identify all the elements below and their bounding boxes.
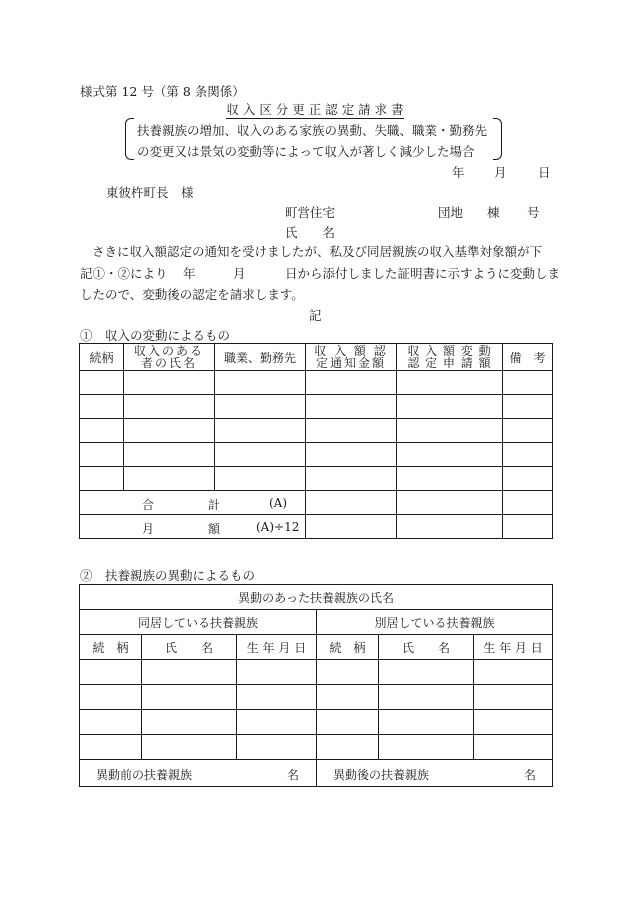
cell-relation[interactable]	[80, 395, 124, 419]
cell-dob-cohab[interactable]	[237, 735, 317, 760]
date-year: 年	[452, 165, 465, 180]
summary-row	[80, 760, 553, 787]
header-remarks: 備 考	[503, 344, 553, 371]
header-earner-line1: 収入のある	[133, 344, 204, 358]
cell-name-separate[interactable]	[379, 660, 474, 685]
total-label-cell	[80, 491, 306, 515]
cell-notified-amount[interactable]	[306, 371, 397, 395]
header-separate: 別居している扶養親族	[317, 610, 553, 635]
bracket-left	[125, 118, 134, 160]
header-notified-amount	[306, 344, 397, 371]
ki-label: 記	[309, 308, 322, 323]
cell-remarks[interactable]	[503, 419, 553, 443]
cell-name-cohab[interactable]	[142, 735, 237, 760]
after-count-cell	[317, 760, 553, 787]
cell-remarks[interactable]	[503, 467, 553, 491]
cell-notified-amount[interactable]	[306, 395, 397, 419]
cell-dob-separate[interactable]	[474, 710, 553, 735]
header-notified-line1: 収 入 額 認	[314, 344, 388, 358]
after-label: 異動後の扶養親族	[333, 768, 430, 782]
cell-requested-amount[interactable]	[397, 467, 503, 491]
title-text: 収 入 区 分 更 正 認 定 請 求 書	[226, 102, 404, 117]
body-line-2b: 日から添付しました証明書に示すように変動しま	[285, 266, 561, 281]
total-label-b: 計	[208, 498, 221, 512]
table-row	[80, 467, 553, 491]
income-change-table	[79, 343, 553, 539]
header-dob-cohab: 生 年 月 日	[237, 635, 317, 660]
cell-relation-separate[interactable]	[317, 735, 379, 760]
reason-line-1: 扶養親族の増加、収入のある家族の異動、失職、職業・勤務先	[137, 123, 488, 138]
table-header-col-row	[80, 635, 553, 660]
cell-occupation[interactable]	[215, 395, 306, 419]
addressee: 東彼杵町長 様	[106, 185, 194, 200]
table-row	[80, 710, 553, 735]
cell-name-separate[interactable]	[379, 685, 474, 710]
cell-monthly-remarks[interactable]	[503, 515, 553, 539]
table-row	[80, 660, 553, 685]
table-header-main-row	[80, 585, 553, 610]
header-requested-line2: 認 定 申 請 額	[407, 356, 492, 370]
monthly-label-a: 月	[142, 522, 155, 536]
monthly-label-b: 額	[208, 522, 221, 536]
cell-relation[interactable]	[80, 467, 124, 491]
cell-notified-amount[interactable]	[306, 467, 397, 491]
header-earner	[124, 344, 215, 371]
cell-relation-cohab[interactable]	[80, 710, 142, 735]
cell-name-cohab[interactable]	[142, 660, 237, 685]
header-cohabiting: 同居している扶養親族	[80, 610, 317, 635]
header-relation-separate: 続 柄	[317, 635, 379, 660]
cell-relation-separate[interactable]	[317, 685, 379, 710]
cell-relation[interactable]	[80, 371, 124, 395]
cell-occupation[interactable]	[215, 371, 306, 395]
cell-occupation[interactable]	[215, 419, 306, 443]
table-row	[80, 371, 553, 395]
total-label-a: 合	[142, 498, 155, 512]
header-dob-separate: 生 年 月 日	[474, 635, 553, 660]
cell-relation-cohab[interactable]	[80, 685, 142, 710]
cell-earner-name[interactable]	[124, 371, 215, 395]
header-requested-line1: 収 入 額 変 動	[407, 344, 492, 358]
cell-remarks[interactable]	[503, 371, 553, 395]
danchi-label: 団地	[438, 205, 464, 220]
cell-dob-separate[interactable]	[474, 660, 553, 685]
monthly-label-cell	[80, 515, 306, 539]
housing-label: 町営住宅	[285, 205, 336, 220]
cell-requested-amount[interactable]	[397, 395, 503, 419]
section1-title: ① 収入の変動によるもの	[80, 328, 231, 343]
section2-title: ② 扶養親族の異動によるもの	[80, 568, 256, 583]
reason-line-2: の変更又は景気の変動等によって収入が著しく減少した場合	[137, 144, 475, 159]
cell-remarks[interactable]	[503, 395, 553, 419]
body-line-3: したので、変動後の認定を請求します。	[80, 287, 304, 302]
cell-name-separate[interactable]	[379, 735, 474, 760]
cell-name-cohab[interactable]	[142, 710, 237, 735]
table-row	[80, 419, 553, 443]
monthly-mark: (A)÷12	[256, 520, 300, 534]
cell-name-separate[interactable]	[379, 710, 474, 735]
table-header-row	[80, 344, 553, 371]
cell-relation-cohab[interactable]	[80, 660, 142, 685]
cell-total-notified[interactable]	[306, 491, 397, 515]
cell-dob-cohab[interactable]	[237, 660, 317, 685]
cell-requested-amount[interactable]	[397, 443, 503, 467]
cell-earner-name[interactable]	[124, 419, 215, 443]
total-row	[80, 491, 553, 515]
date-day: 日	[538, 165, 551, 180]
header-relation: 続柄	[80, 344, 124, 371]
table-row	[80, 443, 553, 467]
body-line-2-month: 月	[233, 266, 246, 281]
cell-earner-name[interactable]	[124, 395, 215, 419]
cell-relation[interactable]	[80, 419, 124, 443]
header-name-separate: 氏 名	[379, 635, 474, 660]
monthly-row	[80, 515, 553, 539]
form-number: 様式第 12 号（第 8 条関係）	[80, 84, 245, 99]
cell-total-remarks[interactable]	[503, 491, 553, 515]
cell-requested-amount[interactable]	[397, 419, 503, 443]
cell-relation-separate[interactable]	[317, 660, 379, 685]
cell-requested-amount[interactable]	[397, 371, 503, 395]
page-title	[200, 100, 430, 118]
cell-relation-separate[interactable]	[317, 710, 379, 735]
cell-dob-cohab[interactable]	[237, 710, 317, 735]
header-earner-line2: 者の氏名	[140, 356, 197, 370]
after-unit: 名	[524, 768, 537, 782]
room-label: 号	[527, 205, 540, 220]
header-main: 異動のあった扶養親族の氏名	[80, 585, 553, 610]
dependents-change-table	[79, 584, 553, 787]
cell-monthly-notified[interactable]	[306, 515, 397, 539]
building-label: 棟	[487, 205, 500, 220]
header-occupation: 職業、勤務先	[215, 344, 306, 371]
cell-notified-amount[interactable]	[306, 419, 397, 443]
cell-earner-name[interactable]	[124, 443, 215, 467]
cell-notified-amount[interactable]	[306, 443, 397, 467]
cell-earner-name[interactable]	[124, 467, 215, 491]
cell-name-cohab[interactable]	[142, 685, 237, 710]
cell-total-requested[interactable]	[397, 491, 503, 515]
before-count-cell	[80, 760, 317, 787]
cell-relation-cohab[interactable]	[80, 735, 142, 760]
cell-dob-separate[interactable]	[474, 685, 553, 710]
header-relation-cohab: 続 柄	[80, 635, 142, 660]
body-line-1: さきに収入額認定の通知を受けましたが、私及び同居親族の収入基準対象額が下	[92, 244, 543, 259]
table-row	[80, 395, 553, 419]
bracket-right	[493, 118, 502, 160]
before-label: 異動前の扶養親族	[96, 768, 193, 782]
before-unit: 名	[287, 768, 300, 782]
table-row	[80, 685, 553, 710]
table-row	[80, 735, 553, 760]
cell-remarks[interactable]	[503, 443, 553, 467]
header-notified-line2: 定通知金額	[315, 356, 386, 370]
total-mark: (A)	[269, 496, 288, 510]
header-name-cohab: 氏 名	[142, 635, 237, 660]
cell-monthly-requested[interactable]	[397, 515, 503, 539]
cell-dob-separate[interactable]	[474, 735, 553, 760]
header-requested-amount	[397, 344, 503, 371]
body-line-2a: 記①・②により	[80, 266, 168, 281]
cell-dob-cohab[interactable]	[237, 685, 317, 710]
applicant-name-label: 氏 名	[285, 225, 336, 240]
date-month: 月	[494, 165, 507, 180]
body-line-2-year: 年	[183, 266, 196, 281]
table-header-group-row	[80, 610, 553, 635]
cell-relation[interactable]	[80, 443, 124, 467]
cell-occupation[interactable]	[215, 467, 306, 491]
cell-occupation[interactable]	[215, 443, 306, 467]
